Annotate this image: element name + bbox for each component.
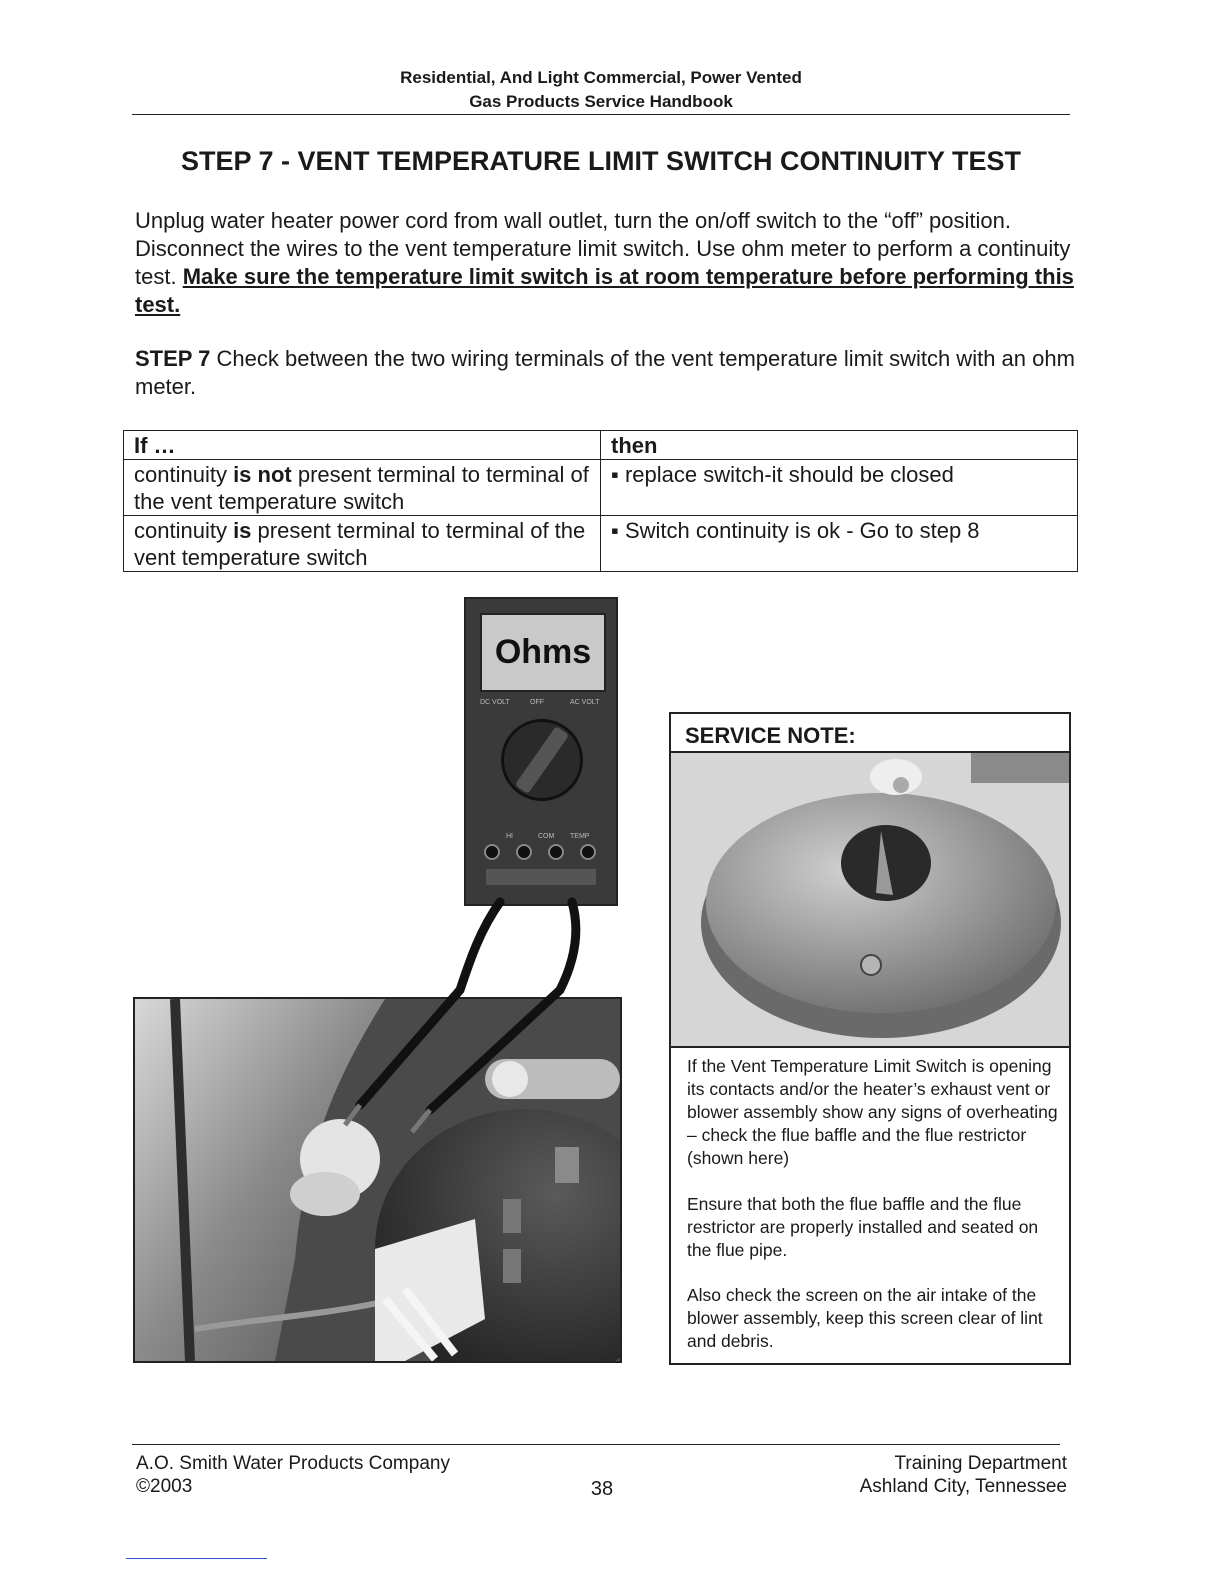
meter-jack-label: TEMP [570,833,590,840]
meter-dial-label: DC VOLT [480,699,510,706]
meter-dial-label: AC VOLT [570,699,600,706]
table-cell-if: continuity is not present terminal to terminal of the vent temperature switch [124,460,601,516]
footnote-link-rule [126,1558,267,1559]
table-header-if: If … [124,431,601,460]
meter-jack-label: HI [506,833,513,840]
page-number: 38 [590,1478,614,1500]
service-note-paragraph: Also check the screen on the air intake of the blower assembly, keep this screen clear of lint and debris. [687,1285,1043,1351]
table-cell-then: ▪ Switch continuity is ok - Go to step 8 [601,516,1078,572]
intro-text: Unplug water heater power cord from wall outlet, turn the on/off switch to the “off” position. Disconnect the wires to the vent temperature limit switch. Use ohm meter to perform a continuity test. [135,208,1071,289]
footer-department: Training Department [894,1453,1067,1474]
flue-restrictor-photo [671,753,1069,1048]
meter-jack-label: COM [538,833,555,840]
meter-display-text: Ohms [494,633,592,671]
meter-dial-label: OFF [530,699,544,706]
footer-company: A.O. Smith Water Products Company [136,1453,450,1474]
step-label: STEP 7 [135,346,211,371]
bullet-icon: ▪ [611,462,619,487]
service-note-title: SERVICE NOTE: [671,714,1069,753]
service-note-paragraph: Ensure that both the flue baffle and the flue restrictor are properly installed and seated on the flue pipe. [687,1194,1039,1260]
service-note-paragraph: If the Vent Temperature Limit Switch is opening its contacts and/or the heater’s exhaust vent or blower assembly show any signs of overheating – check the flue baffle and the flue restrictor (shown here) [687,1056,1058,1168]
footer-copyright: ©2003 [136,1476,193,1497]
flue-restrictor-illustration [671,753,1069,1046]
intro-emphasis: Make sure the temperature limit switch is at room temperature before performing this test. [135,264,1074,317]
header-line-2: Gas Products Service Handbook [469,92,733,111]
bullet-icon: ▪ [611,518,619,543]
header-line-1: Residential, And Light Commercial, Power Vented [400,68,802,87]
footer-location: Ashland City, Tennessee [859,1476,1067,1497]
page-title: STEP 7 - VENT TEMPERATURE LIMIT SWITCH CONTINUITY TEST [180,146,1022,176]
table-header-then: then [601,431,1078,460]
table-cell-if: continuity is present terminal to terminal of the vent temperature switch [124,516,601,572]
service-note-box [669,712,1071,1365]
table-cell-then: ▪ replace switch-it should be closed [601,460,1078,516]
footer-rule [132,1444,1060,1445]
step-text: Check between the two wiring terminals of the vent temperature limit switch with an ohm meter. [135,346,1075,399]
